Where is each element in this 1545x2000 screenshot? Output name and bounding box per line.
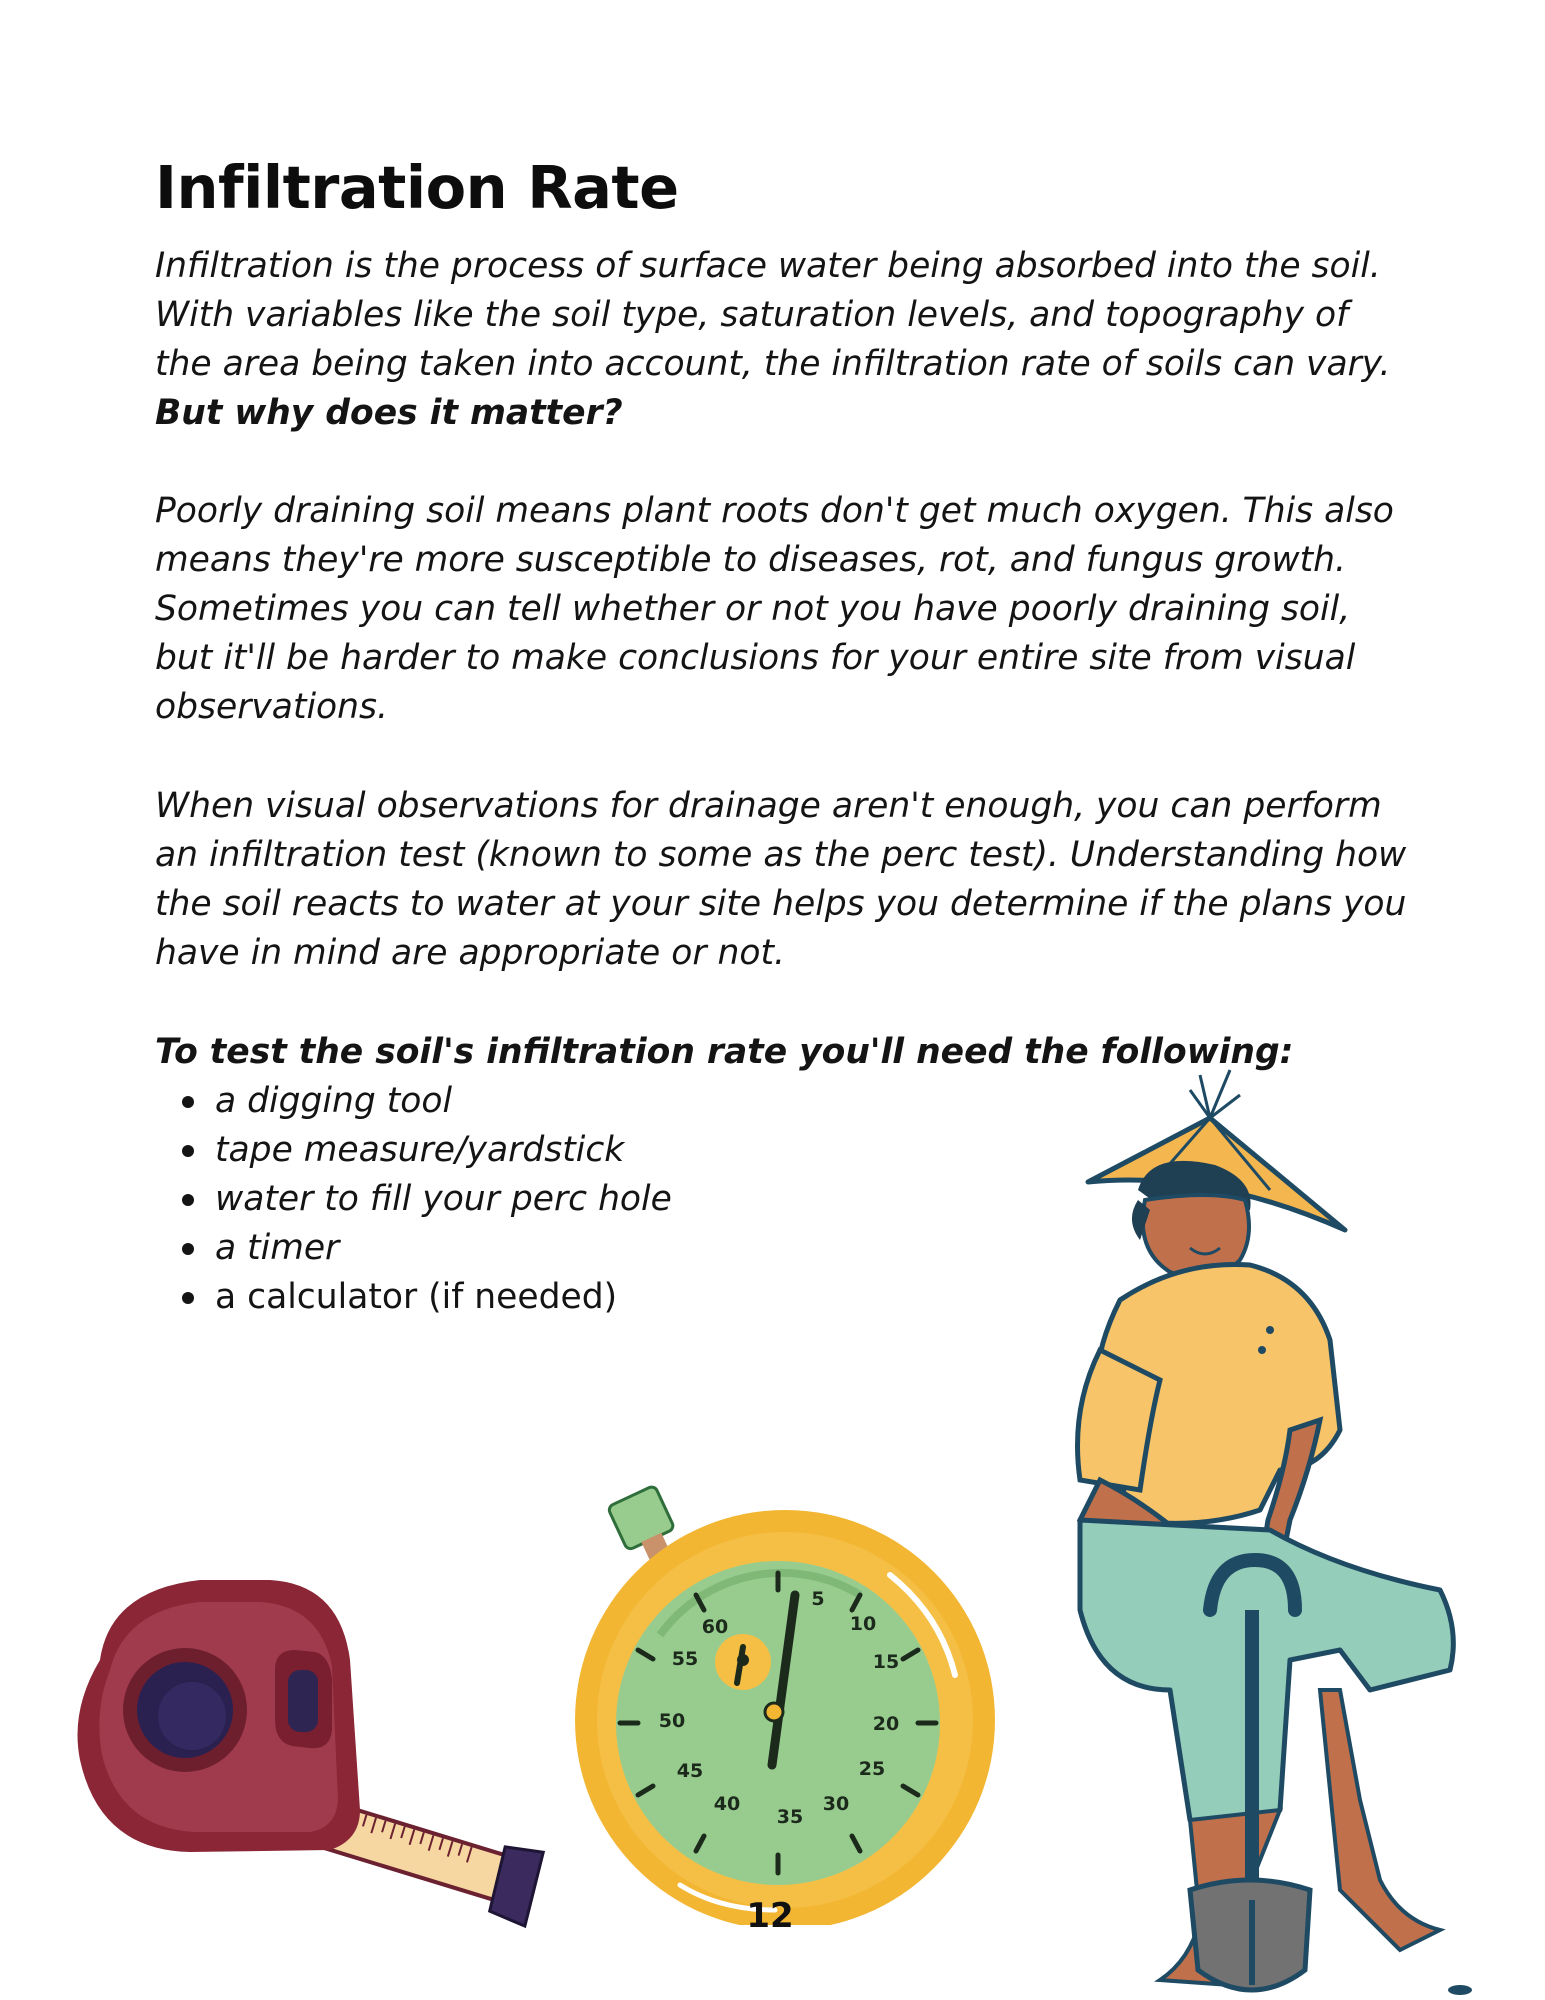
drainage-line: but it'll be harder to make conclusions for your entire site from visual	[155, 638, 1356, 678]
bullet-icon	[182, 1096, 194, 1108]
tool-label: a timer	[215, 1228, 340, 1268]
dial-number: 35	[776, 1806, 804, 1828]
dial-number: 45	[676, 1760, 704, 1782]
tool-label: a digging tool	[215, 1081, 453, 1121]
dial-number: 55	[671, 1648, 699, 1670]
dial-number: 10	[849, 1613, 877, 1635]
dial-number: 15	[872, 1651, 900, 1673]
drainage-line: means they're more susceptible to diseases, rot, and fungus growth.	[155, 540, 1346, 580]
dial-number: 40	[713, 1793, 741, 1815]
dial-number: 50	[658, 1710, 686, 1732]
bullet-icon	[182, 1243, 194, 1255]
intro-question: But why does it matter?	[155, 393, 623, 433]
bullet-icon	[182, 1292, 194, 1304]
person-digging-illustration	[1040, 1050, 1540, 2000]
bullet-icon	[182, 1145, 194, 1157]
intro-line: With variables like the soil type, saturation levels, and topography of	[155, 295, 1349, 335]
bullet-icon	[182, 1194, 194, 1206]
dial-number: 60	[701, 1616, 729, 1638]
dial-number: 20	[872, 1713, 900, 1735]
stopwatch-icon	[560, 1455, 1000, 1925]
intro-paragraph	[155, 242, 1415, 438]
drainage-line: Poorly draining soil means plant roots don't get much oxygen. This also	[155, 491, 1394, 531]
intro-line: the area being taken into account, the infiltration rate of soils can vary.	[155, 344, 1391, 384]
drainage-line: Sometimes you can tell whether or not you have poorly draining soil,	[155, 589, 1351, 629]
perc-test-line: When visual observations for drainage aren't enough, you can perform	[155, 786, 1382, 826]
dial-number: 5	[811, 1588, 825, 1610]
tape-measure-icon	[70, 1570, 560, 1940]
tool-label: a calculator (if needed)	[215, 1277, 618, 1317]
perc-test-line: an infiltration test (known to some as the perc test). Understanding how	[155, 835, 1407, 875]
dial-number: 30	[822, 1793, 850, 1815]
perc-test-line: the soil reacts to water at your site helps you determine if the plans you	[155, 884, 1407, 924]
tool-label: water to fill your perc hole	[215, 1179, 672, 1219]
page-number: 12	[746, 1896, 794, 1936]
perc-test-line: have in mind are appropriate or not.	[155, 933, 785, 973]
perc-test-paragraph	[155, 782, 1415, 978]
intro-line: Infiltration is the process of surface water being absorbed into the soil.	[155, 246, 1381, 286]
page-title: Infiltration Rate	[155, 153, 679, 222]
drainage-paragraph	[155, 487, 1415, 732]
tools-heading: To test the soil's infiltration rate you'll need the following:	[155, 1032, 1294, 1072]
drainage-line: observations.	[155, 687, 388, 727]
tool-label: tape measure/yardstick	[215, 1130, 625, 1170]
dial-number: 25	[858, 1758, 886, 1780]
